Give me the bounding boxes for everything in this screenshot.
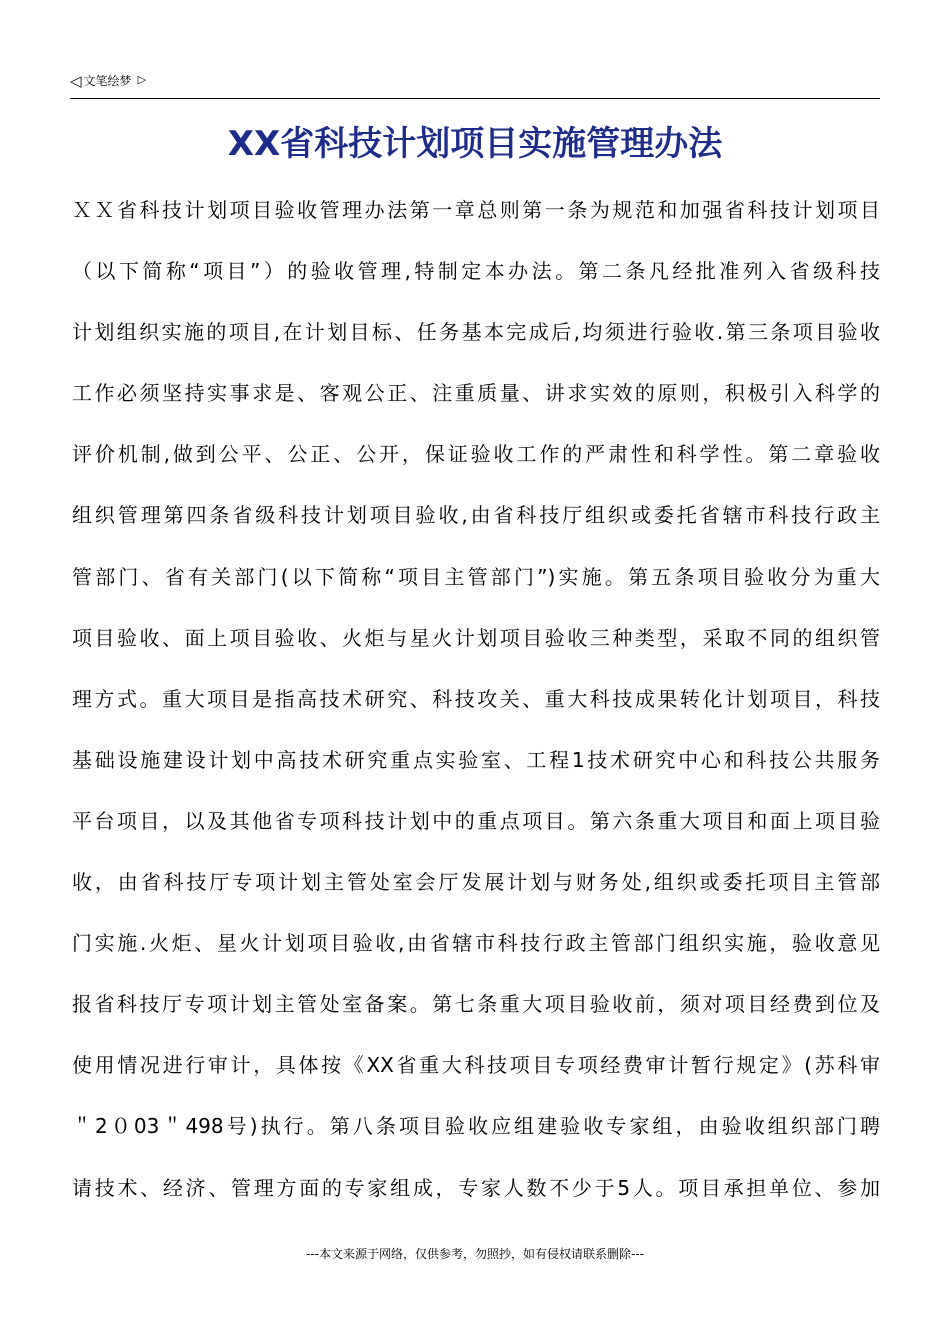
page-header: [70, 72, 880, 99]
body-line: 报省科技厅专项计划主管处室备案。第七条重大项目验收前，须对项目经费到位及: [72, 992, 880, 1017]
body-line: 计划组织实施的项目,在计划目标、任务基本完成后,均须进行验收.第三条项目验收: [72, 320, 880, 345]
body-line: 基础设施建设计划中高技术研究重点实验室、工程1技术研究中心和科技公共服务: [72, 747, 880, 772]
body-line: ＸＸ省科技计划项目验收管理办法第一章总则第一条为规范和加强省科技计划项目: [72, 198, 880, 222]
body-line: 评价机制,做到公平、公正、公开，保证验收工作的严肃性和科学性。第二章验收: [72, 442, 880, 467]
document-title: XX省科技计划项目实施管理办法: [227, 124, 723, 164]
body-line: 使用情况进行审计，具体按《XX省重大科技项目专项经费审计暂行规定》(苏科审: [72, 1053, 880, 1078]
header-label: 文笔绘梦: [83, 74, 132, 88]
triangle-right-icon: ▷: [137, 73, 147, 86]
body-line: （以下简称“项目”）的验收管理,特制定本办法。第二条凡经批准列入省级科技: [72, 259, 880, 284]
body-line: 平台项目，以及其他省专项科技计划中的重点项目。第六条重大项目和面上项目验: [72, 808, 880, 833]
body-line: 管部门、省有关部门(以下简称“项目主管部门”)实施。第五条项目验收分为重大: [72, 564, 880, 589]
body-line: ＂2０03＂498号)执行。第八条项目验收应组建验收专家组，由验收组织部门聘: [72, 1114, 880, 1139]
body-line: 项目验收、面上项目验收、火炬与星火计划项目验收三种类型，采取不同的组织管: [72, 625, 880, 650]
triangle-left-icon: ◁: [70, 72, 82, 90]
document-body: [72, 180, 880, 1219]
body-line: 收，由省科技厅专项计划主管处室会厅发展计划与财务处,组织或委托项目主管部: [72, 870, 880, 895]
body-line: 请技术、经济、管理方面的专家组成，专家人数不少于5人。项目承担单位、参加: [72, 1175, 880, 1200]
body-line: 理方式。重大项目是指高技术研究、科技攻关、重大科技成果转化计划项目，科技: [72, 686, 880, 711]
body-line: 工作必须坚持实事求是、客观公正、注重质量、讲求实效的原则，积极引入科学的: [72, 381, 880, 406]
body-line: 组织管理第四条省级科技计划项目验收,由省科技厅组织或委托省辖市科技行政主: [72, 503, 880, 528]
page-footer: ---本文来源于网络，仅供参考，勿照抄，如有侵权请联系删除---: [306, 1247, 644, 1261]
body-line: 门实施.火炬、星火计划项目验收,由省辖市科技行政主管部门组织实施，验收意见: [72, 931, 880, 956]
